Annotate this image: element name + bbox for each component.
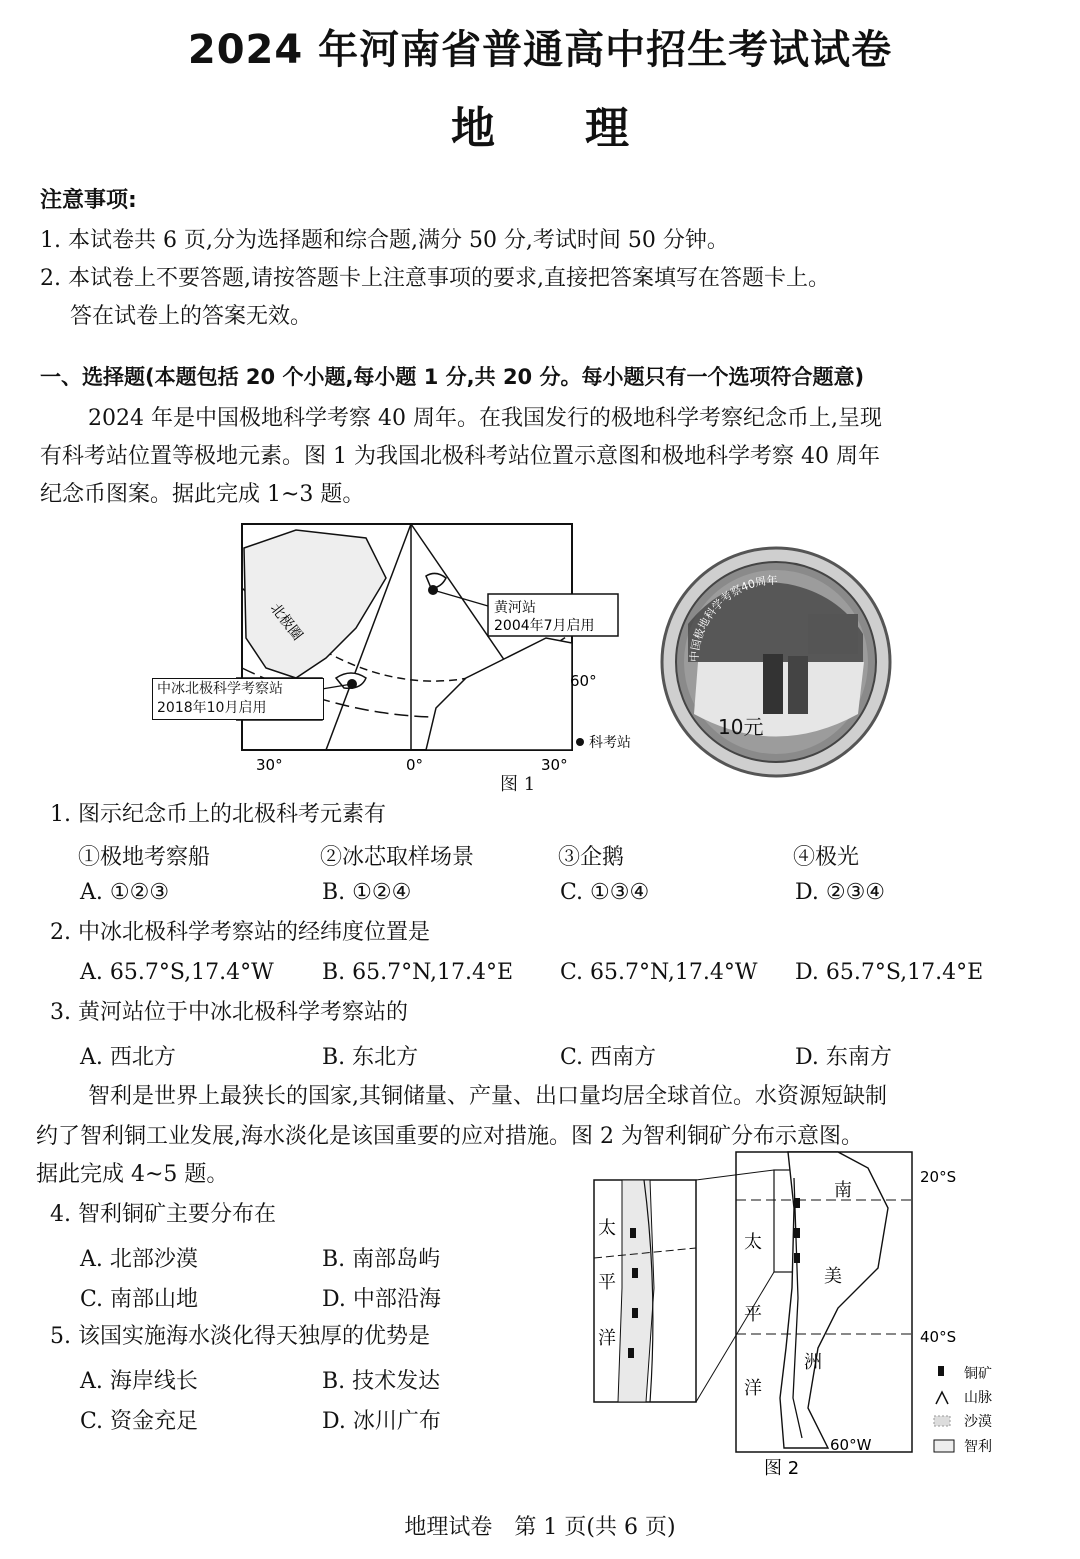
answer-option: C. 资金充足 (80, 1409, 199, 1434)
legend-mountain-icon (936, 1392, 948, 1404)
answer-option: C. ①③④ (560, 880, 650, 905)
answer-option: B. 65.7°N,17.4°E (322, 960, 514, 985)
coin-inscription: 中国极地科学考察40周年 (687, 573, 778, 663)
lat-60-label: 60° (570, 672, 597, 690)
continent-label: 南 (834, 1180, 852, 1201)
intro-paragraph-line: 2024 年是中国极地科学考察 40 周年。在我国发行的极地科学考察纪念币上,呈现 (88, 406, 882, 431)
question-stem: 3. 黄河站位于中冰北极科学考察站的 (50, 1000, 408, 1025)
legend-station-marker (576, 738, 584, 746)
subject-char: 理 (585, 103, 629, 154)
answer-option: A. ①②③ (80, 880, 170, 905)
zhongbing-date: 2018年10月启用 (157, 700, 267, 716)
intro-paragraph-line: 智利是世界上最狭长的国家,其铜储量、产量、出口量均居全球首位。水资源短缺制 (88, 1084, 887, 1109)
coin-value: 10元 (718, 715, 764, 739)
answer-option: D. 东南方 (795, 1045, 892, 1070)
commemorative-coin (658, 544, 894, 780)
lon-0-label: 0° (406, 756, 424, 774)
legend-chile-icon (934, 1440, 954, 1452)
inset-ocean-label: 太 (598, 1218, 616, 1239)
question-item: ④极光 (793, 845, 860, 870)
notice-heading: 注意事项: (40, 188, 137, 213)
question-item: ②冰芯取样场景 (320, 845, 475, 870)
scientist-figure (763, 654, 783, 714)
question-item: ③企鹅 (558, 845, 625, 870)
answer-option: C. 西南方 (560, 1045, 657, 1070)
arctic-circle-label: 北极圈 (266, 600, 306, 644)
answer-option: D. 65.7°S,17.4°E (795, 960, 984, 985)
legend-desert: 沙漠 (964, 1414, 992, 1430)
answer-option: A. 65.7°S,17.4°W (80, 960, 274, 985)
answer-option: A. 海岸线长 (80, 1369, 198, 1394)
inset-desert (618, 1180, 654, 1402)
lon-30w-label: 30° (256, 756, 283, 774)
figure2-caption: 图 2 (764, 1458, 800, 1479)
exam-subject (0, 92, 1080, 156)
lat-40s-label: 40°S (920, 1328, 957, 1346)
answer-option: D. ②③④ (795, 880, 886, 905)
figure1-caption: 图 1 (500, 774, 536, 795)
huanghe-date: 2004年7月启用 (494, 618, 595, 634)
continent-label: 美 (824, 1266, 842, 1287)
answer-option: B. 东北方 (322, 1045, 419, 1070)
zhongbing-name: 中冰北极科学考察站 (157, 681, 283, 697)
intro-paragraph-line: 纪念币图案。据此完成 1~3 题。 (40, 482, 365, 507)
legend-mountain: 山脉 (964, 1390, 992, 1406)
intro-paragraph-line: 据此完成 4~5 题。 (36, 1162, 229, 1187)
ocean-label: 洋 (744, 1378, 762, 1399)
legend-chile: 智利 (964, 1439, 992, 1455)
inset-ocean-label: 平 (598, 1272, 616, 1293)
answer-option: B. ①②④ (322, 880, 412, 905)
research-ship (808, 614, 858, 654)
ocean-label: 平 (744, 1304, 762, 1325)
notice-item: 答在试卷上的答案无效。 (70, 304, 313, 329)
answer-option: A. 北部沙漠 (80, 1247, 198, 1272)
lat-20s-label: 20°S (920, 1168, 957, 1186)
ocean-label: 太 (744, 1232, 762, 1253)
intro-paragraph-line: 约了智利铜工业发展,海水淡化是该国重要的应对措施。图 2 为智利铜矿分布示意图。 (36, 1124, 863, 1149)
legend-station-label: 科考站 (589, 735, 631, 751)
legend-copper: 铜矿 (964, 1366, 992, 1382)
subject-char: 地 (451, 103, 495, 154)
inset-ocean-label: 洋 (598, 1328, 616, 1349)
answer-option: C. 65.7°N,17.4°W (560, 960, 758, 985)
scientist-figure (788, 656, 808, 714)
answer-option: B. 技术发达 (322, 1369, 441, 1394)
answer-option: B. 南部岛屿 (322, 1247, 441, 1272)
notice-item: 2. 本试卷上不要答题,请按答题卡上注意事项的要求,直接把答案填写在答题卡上。 (40, 266, 830, 291)
notice-item: 1. 本试卷共 6 页,分为选择题和综合题,满分 50 分,考试时间 50 分钟。 (40, 228, 729, 253)
exam-title: 2024 年河南省普通高中招生考试试卷 (187, 27, 893, 73)
answer-option: D. 中部沿海 (322, 1287, 441, 1312)
figure1-map (236, 518, 656, 798)
zhongbing-label-box (152, 678, 324, 720)
question-stem: 1. 图示纪念币上的北极科考元素有 (50, 802, 386, 827)
section-heading: 一、选择题(本题包括 20 个小题,每小题 1 分,共 20 分。每小题只有一个选项符合题意) (40, 365, 865, 389)
answer-option: D. 冰川广布 (322, 1409, 441, 1434)
lon-60w-label: 60°W (830, 1436, 872, 1454)
huanghe-name: 黄河站 (494, 600, 536, 616)
lon-30e-label: 30° (541, 756, 568, 774)
question-stem: 4. 智利铜矿主要分布在 (50, 1202, 276, 1227)
intro-paragraph-line: 有科考站位置等极地元素。图 1 为我国北极科考站位置示意图和极地科学考察 40 周年 (40, 444, 880, 469)
figure2-map (588, 1148, 1048, 1484)
answer-option: A. 西北方 (80, 1045, 176, 1070)
answer-option: C. 南部山地 (80, 1287, 199, 1312)
continent-label: 洲 (804, 1352, 822, 1373)
question-stem: 2. 中冰北极科学考察站的经纬度位置是 (50, 920, 430, 945)
question-stem: 5. 该国实施海水淡化得天独厚的优势是 (50, 1324, 430, 1349)
question-item: ①极地考察船 (78, 845, 211, 870)
legend-copper-icon (938, 1366, 944, 1376)
page-footer: 地理试卷 第 1 页(共 6 页) (404, 1515, 676, 1540)
legend-desert-icon (934, 1416, 950, 1426)
